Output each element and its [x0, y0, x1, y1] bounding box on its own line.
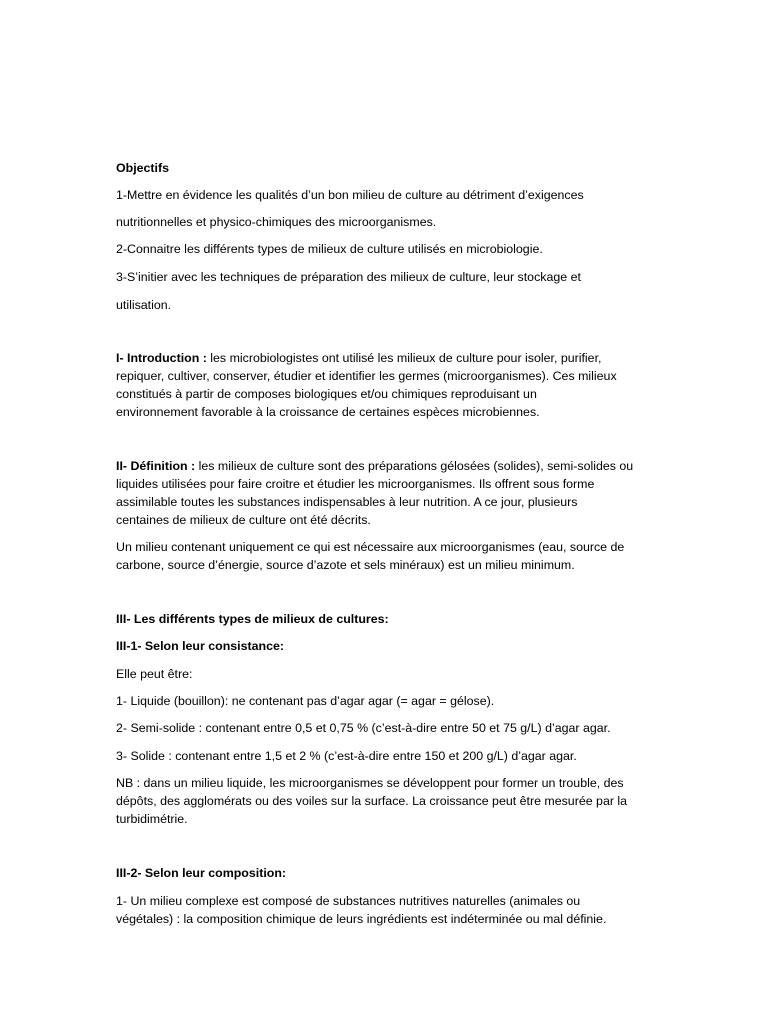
introduction-text: les microbiologistes ont utilisé les milieux de culture pour isoler, purifier, — [206, 351, 602, 365]
definition-heading: II- Définition : — [116, 459, 196, 473]
nb-line: NB : dans un milieu liquide, les microorganismes se développent pour former un trouble, des — [116, 776, 624, 790]
introduction-line: environnement favorable à la croissance de certaines espèces microbiennes. — [116, 405, 540, 419]
consistance-item: 2- Semi-solide : contenant entre 0,5 et 0,75 % (c’est-à-dire entre 50 et 75 g/L) d’agar agar. — [116, 721, 611, 735]
definition-line: liquides utilisées pour faire croitre et étudier les microorganismes. Ils offrent sous forme — [116, 477, 595, 491]
introduction-line: constitués à partir de composes biologiques et/ou chimiques reproduisant un — [116, 387, 537, 401]
objectif-line: 3-S’initier avec les techniques de préparation des milieux de culture, leur stockage et — [116, 270, 581, 284]
nb-line: turbidimétrie. — [116, 812, 188, 826]
objectif-line: 1-Mettre en évidence les qualités d’un bon milieu de culture au détriment d’exigences — [116, 188, 584, 202]
composition-line: 1- Un milieu complexe est composé de substances nutritives naturelles (animales ou — [116, 894, 581, 908]
objectifs-title: Objectifs — [116, 161, 170, 175]
consistance-item: 3- Solide : contenant entre 1,5 et 2 % (c’est-à-dire entre 150 et 200 g/L) d’agar agar. — [116, 749, 577, 763]
consistance-item: 1- Liquide (bouillon): ne contenant pas d’agar agar (= agar = gélose). — [116, 694, 495, 708]
introduction-heading: I- Introduction : — [116, 351, 207, 365]
definition-text: les milieux de culture sont des préparations gélosées (solides), semi-solides ou — [195, 459, 634, 473]
definition-line: centaines de milieux de culture ont été décrits. — [116, 513, 371, 527]
composition-line: végétales) : la composition chimique de leurs ingrédients est indéterminée ou mal définie. — [116, 912, 607, 926]
definition-paragraph-line — [116, 458, 633, 474]
minimum-line: carbone, source d’énergie, source d’azote et sels minéraux) est un milieu minimum. — [116, 558, 575, 572]
introduction-paragraph-line — [116, 350, 601, 366]
composition-heading: III-2- Selon leur composition: — [116, 866, 287, 880]
objectif-line: utilisation. — [116, 298, 172, 312]
consistance-heading: III-1- Selon leur consistance: — [116, 639, 285, 653]
objectif-line: 2-Connaitre les différents types de milieux de culture utilisés en microbiologie. — [116, 242, 543, 256]
consistance-intro: Elle peut être: — [116, 667, 193, 681]
types-heading: III- Les différents types de milieux de cultures: — [116, 612, 389, 626]
introduction-line: repiquer, cultiver, conserver, étudier et identifier les germes (microorganismes). Ces milieux — [116, 369, 617, 383]
definition-line: assimilable toutes les substances indispensables à leur nutrition. A ce jour, plusieurs — [116, 495, 578, 509]
nb-line: dépôts, des agglomérats ou des voiles sur la surface. La croissance peut être mesurée par la — [116, 794, 628, 808]
objectif-line: nutritionnelles et physico-chimiques des microorganismes. — [116, 215, 437, 229]
minimum-line: Un milieu contenant uniquement ce qui est nécessaire aux microorganismes (eau, source de — [116, 540, 625, 554]
